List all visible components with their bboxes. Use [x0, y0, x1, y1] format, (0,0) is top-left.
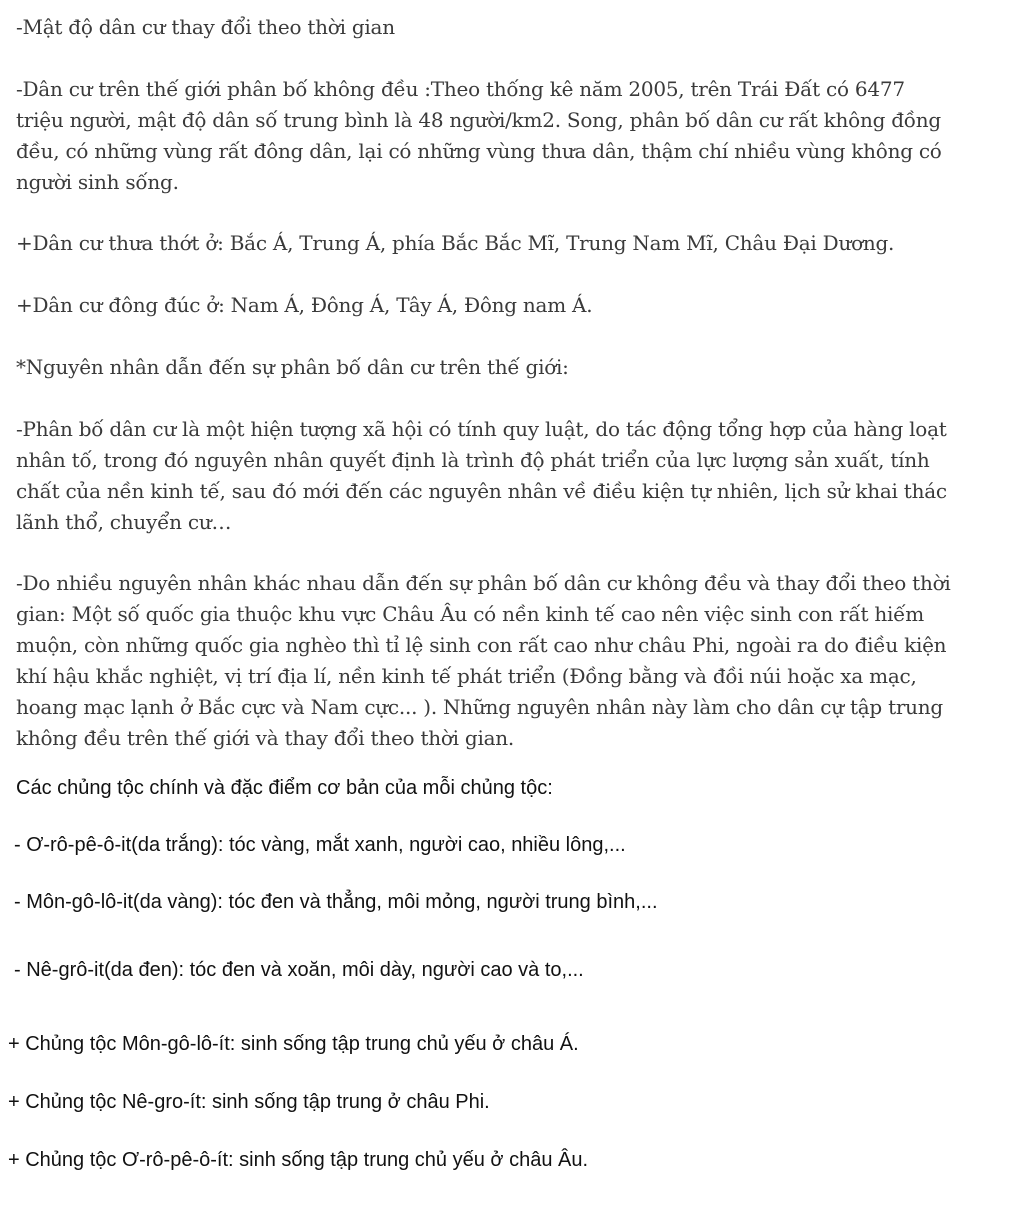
- location-europoid: + Chủng tộc Ơ-rô-pê-ô-ít: sinh sống tập trung chủ yếu ở châu Âu.: [8, 1149, 589, 1171]
- race-europoid: - Ơ-rô-pê-ô-it(da trắng): tóc vàng, mắt xanh, người cao, nhiều lông,...: [14, 834, 626, 856]
- paragraph-uneven-distribution: -Dân cư trên thế giới phân bố không đều :Theo thống kê năm 2005, trên Trái Đất có 6477 triệu người, mật độ dân số trung bình là 48 người/km2. Song, phân bố dân cư rất không đồng đều, có những vùng rất đông dân, lại có những vùng thưa dân, thậm chí nhiều vùng không có người sinh sống.: [16, 77, 942, 194]
- location-negroid: + Chủng tộc Nê-gro-ít: sinh sống tập trung ở châu Phi.: [8, 1091, 490, 1113]
- race-negroid: - Nê-grô-it(da đen): tóc đen và xoăn, môi dày, người cao và to,...: [14, 959, 584, 981]
- line-population-density: -Mật độ dân cư thay đổi theo thời gian: [16, 15, 395, 39]
- heading-causes: *Nguyên nhân dẫn đến sự phân bố dân cư trên thế giới:: [16, 355, 569, 379]
- location-mongoloid: + Chủng tộc Môn-gô-lô-ít: sinh sống tập trung chủ yếu ở châu Á.: [8, 1033, 579, 1055]
- line-sparse-areas: +Dân cư thưa thớt ở: Bắc Á, Trung Á, phía Bắc Bắc Mĩ, Trung Nam Mĩ, Châu Đại Dương.: [16, 231, 895, 255]
- paragraph-many-causes: -Do nhiều nguyên nhân khác nhau dẫn đến sự phân bố dân cư không đều và thay đổi theo thời gian: Một số quốc gia thuộc khu vực Châu Âu có nền kinh tế cao nên việc sinh con rất hiếm muộn, còn những quốc gia nghèo thì tỉ lệ sinh con rất cao như châu Phi, ngoài ra do điều kiện khí hậu khắc nghiệt, vị trí địa lí, nền kinh tế phát triển (Đồng bằng và đồi núi hoặc xa mạc, hoang mạc lạnh ở Bắc cực và Nam cực... ). Những nguyên nhân này làm cho dân cự tập trung không đều trên thế giới và thay đổi theo thời gian.: [16, 571, 951, 750]
- race-mongoloid: - Môn-gô-lô-it(da vàng): tóc đen và thẳng, môi mỏng, người trung bình,...: [14, 891, 658, 913]
- line-dense-areas: +Dân cư đông đúc ở: Nam Á, Đông Á, Tây Á, Đông nam Á.: [16, 293, 593, 317]
- heading-races: Các chủng tộc chính và đặc điểm cơ bản của mỗi chủng tộc:: [16, 777, 553, 799]
- paragraph-social-phenomenon: -Phân bố dân cư là một hiện tượng xã hội có tính quy luật, do tác động tổng hợp của hàng loạt nhân tố, trong đó nguyên nhân quyết định là trình độ phát triển của lực lượng sản xuất, tính chất của nền kinh tế, sau đó mới đến các nguyên nhân về điều kiện tự nhiên, lịch sử khai thác lãnh thổ, chuyển cư…: [16, 417, 947, 534]
